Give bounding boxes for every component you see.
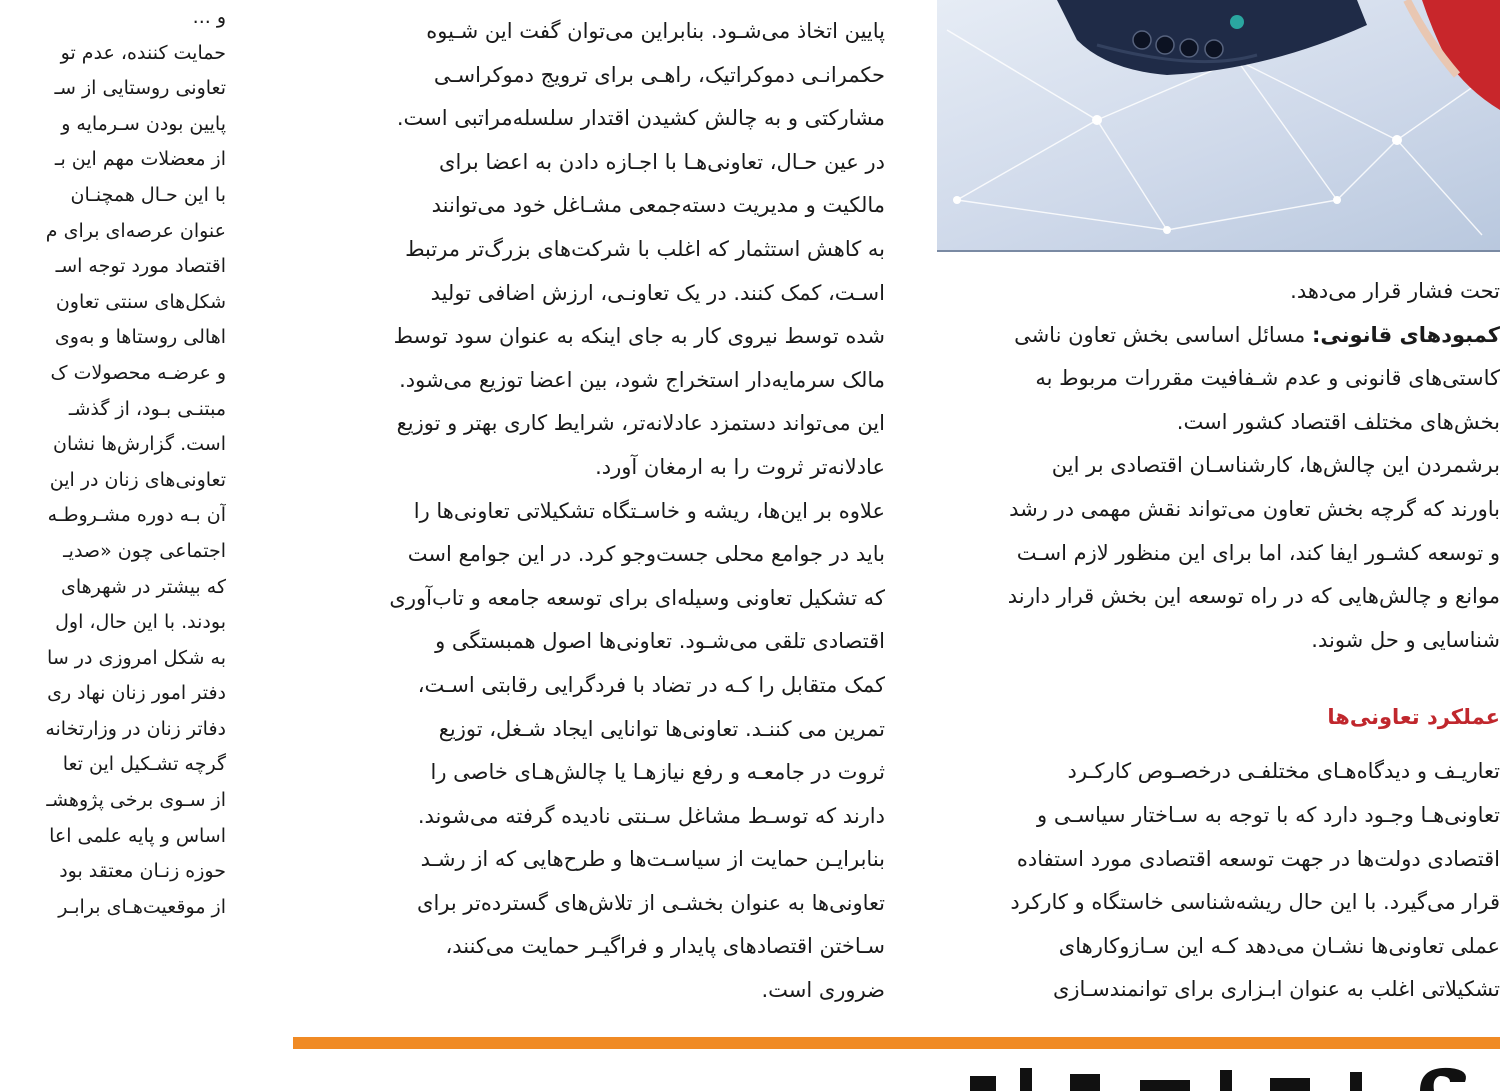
paragraph-line: شناسایی و حل شوند. [1311,627,1500,652]
paragraph-line: سـاختن اقتصادهای پایدار و فراگیـر حمایت می‌کنند، [445,934,885,959]
subsection-body [937,750,1500,1012]
paragraph-line: به کاهش استثمار که اغلب با شرکت‌های بزرگ‌تر مرتبط [405,236,885,261]
section-body [937,357,1500,662]
paragraph-line: برشمردن این چالش‌ها، کارشناسـان اقتصادی بر این [1051,453,1500,478]
paragraph-line: پایین بودن سـرمایه و [61,112,226,135]
paragraph-line: موانع و چالش‌هایی که در راه توسعه این بخش قرار دارند [1007,584,1500,609]
paragraph-line: تعاونی روستایی از سـ [54,77,226,100]
paragraph-line: اساس و پایه علمی اعا [49,824,226,847]
paragraph-line: که تشکیل تعاونی وسیله‌ای برای توسعه جامعه و تاب‌آوری [389,585,885,610]
paragraph-line: شکل‌های سنتی تعاون [55,290,226,313]
paragraph-line: اقتصادی دولت‌ها در جهت توسعه اقتصادی مورد استفاده [1016,846,1500,871]
paragraph-line: کمک متقابل را کـه در تضاد با فردگرایی رقابتی اسـت، [417,672,885,697]
paragraph-line: گرچه تشـکیل این تعا [62,753,226,776]
paragraph-line: شده توسط نیروی کار به جای اینکه به عنوان سود توسط [393,324,885,349]
paragraph-line: دفتر امور زنان نهاد ری [47,682,226,705]
paragraph-line: تمرین می‌ کننـد. تعاونی‌ها توانایی ایجاد شـغل، توزیع [438,716,885,741]
paragraph-line: تحت فشار قرار می‌دهد. [1290,279,1500,303]
right-column [937,270,1500,1020]
paragraph-line: که بیشتر در شهرهای [60,575,226,598]
paragraph-line: دفاتر زنان در وزارتخانه [45,717,226,740]
paragraph-line: عنوان عرصه‌ای برای م [45,219,226,242]
middle-column [293,0,885,1020]
paragraph-line: حمایت کننده، عدم تو [60,41,226,64]
paragraph-line: از سـوی برخی پژوهشـ [46,789,226,812]
paragraph-line: بنابرایـن حمایت از سیاسـت‌ها و طرح‌هایی که از رشـد [420,847,885,872]
subheading: عملکرد تعاونی‌ها [1327,705,1500,730]
paragraph-line: در عین حـال، تعاونی‌هـا با اجـازه دادن به اعضا برای [439,149,885,174]
paragraph-line: عادلانه‌تر ثروت را به ارمغان آورد. [595,454,885,479]
paragraph-line: حوزه زنـان معتقد بود [59,860,226,883]
paragraph-line: اجتماعی چون «صدیـ [63,539,226,562]
paragraph-line: باورند که گرچه بخش تعاون می‌تواند نقش مهمی در رشد [1009,496,1500,521]
paragraph-line: اسـت، کمک کنند. در یک تعاونـی، ارزش اضافی تولید [430,280,885,305]
paragraph-line: اقتصاد مورد توجه اسـ [55,255,226,278]
paragraph-line: تشکیلاتی اغلب به عنوان ابـزاری برای توانمندسـازی [1052,977,1500,1002]
paragraph-line: حکمرانـی دموکراتیک، راهـی برای ترویج دموکراسـی [433,62,885,87]
section-first-line-text: مسائل اساسی بخش تعاون ناشی [1014,322,1312,347]
paragraph-line: دارند که توسـط مشاغل سـنتی نادیده گرفته می‌شوند. [417,803,885,828]
paragraph-line: عملی تعاونی‌ها نشـان می‌دهد کـه این سـازوکارهای [1058,933,1500,958]
paragraph-line: این می‌تواند دستمزد عادلانه‌تر، شرایط کاری بهتر و توزیع [396,411,885,436]
paragraph-line: اهالی روستاها و به‌وی [54,326,226,349]
paragraph-line: ثروت در جامعـه و رفع نیازهـا یا چالش‌هـای خاصی را [430,760,885,785]
paragraph-line: به شکل امروزی در سا [47,646,226,669]
paragraph-line: بخش‌های مختلف اقتصاد کشور است. [1176,409,1500,434]
left-column [0,0,226,1091]
paragraph-line: مالک سرمایه‌دار استخراج شود، بین اعضا توزیع می‌شود. [399,367,885,392]
paragraph-line: تعاونی‌های زنان در این [49,468,226,491]
paragraph-line: تعاونی‌هـا وجـود دارد که با توجه به سـاختار سیاسـی و [1037,802,1500,827]
paragraph-line: از موقعیت‌هـای برابـر [58,895,226,918]
paragraph-line: با این حـال همچنـان [70,183,226,206]
next-article-headline-fragment [950,1062,1500,1091]
paragraph-line: ضروری است. [761,978,885,1003]
paragraph-line: از معضلات مهم این بـ [54,148,226,171]
handshake-network-illustration [937,0,1500,250]
paragraph-line: مالکیت و مدیریت دسته‌جمعی مشـاغل خود می‌توانند [431,193,885,218]
paragraph-line: قرار می‌گیرد. با این حال ریشه‌شناسی خاستگاه و کارکرد [1010,890,1500,915]
paragraph-line: اقتصادی تلقی می‌شـود. تعاونی‌ها اصول همبستگی و [435,629,885,654]
paragraph-line: مبتنـی بـود، از گذشـ [68,397,226,420]
article-photo [937,0,1500,252]
paragraph-line: بودند. با این حال، اول [55,611,226,634]
headline-glyph-fragments [950,1062,1500,1091]
paragraph-line: تعاریـف و دیدگاه‌هـای مختلفـی درخصـوص کارکـرد [1067,759,1500,784]
paragraph-line: باید در جوامع محلی جست‌وجو کرد. در این جوامع است [407,542,885,567]
section-label: کمبودهای قانونی: [1311,322,1500,347]
paragraph-line: است. گزارش‌ها نشان [53,433,226,456]
paragraph-line: و ... [192,6,226,28]
section-first-line [937,314,1500,358]
paragraph-line: تعاونی‌ها به عنوان بخشـی از تلاش‌های گسترده‌تر برای [417,890,885,915]
paragraph-line: علاوه بر این‌ها، ریشه و خاسـتگاه تشکیلاتی تعاونی‌ها را [413,498,885,523]
paragraph-line: کاستی‌های قانونی و عدم شـفافیت مقررات مربوط به [1035,366,1500,391]
paragraph-line: و توسعه کشـور ایفا کند، اما برای این منظور لازم اسـت [1016,540,1500,565]
section-divider-bar [293,1037,1500,1049]
paragraph-line: و عرضـه محصولات ک [50,361,226,384]
paragraph-line: پایین اتخاذ می‌شـود. بنابراین می‌توان گفت این شـیوه [426,19,885,43]
paragraph-line: آن بـه دوره مشـروطـه [47,504,226,527]
paragraph-line: مشارکتی و به چالش کشیدن اقتدار سلسله‌مراتبی است. [396,106,885,131]
